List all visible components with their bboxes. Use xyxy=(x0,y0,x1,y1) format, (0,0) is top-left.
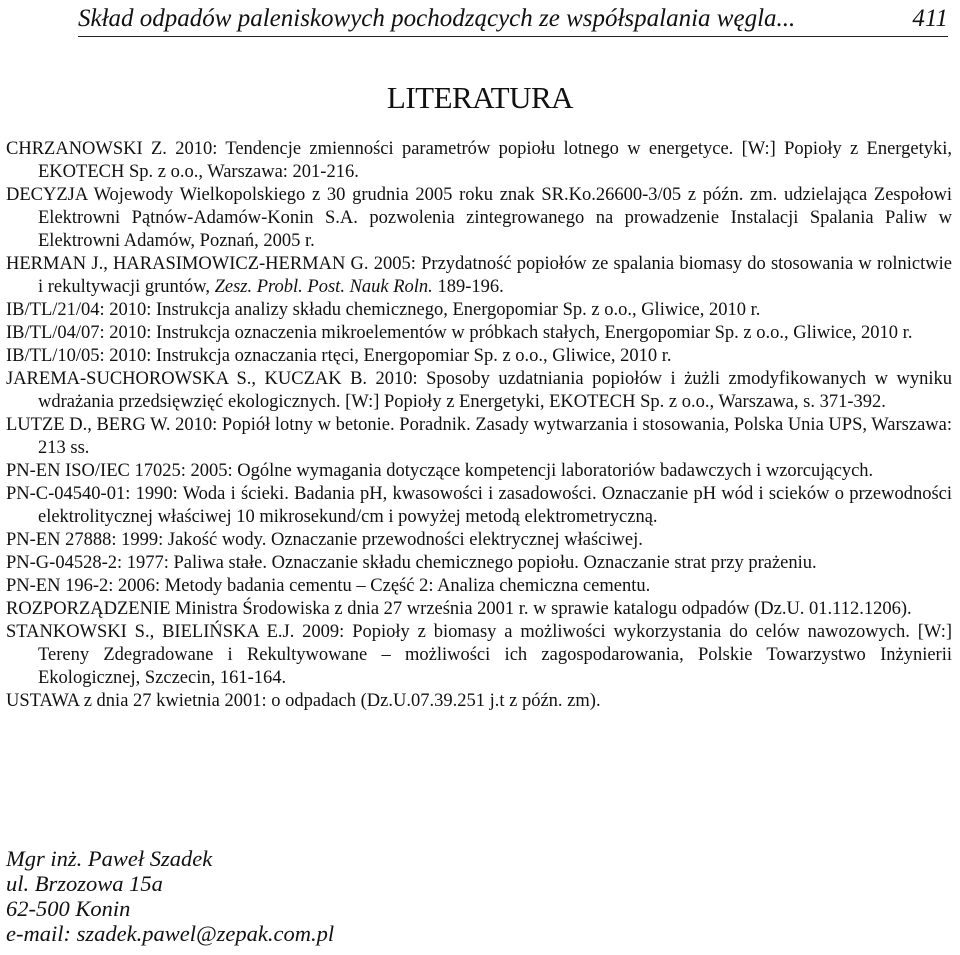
running-title: Skład odpadów paleniskowych pochodzących ze współspalania węgla... xyxy=(78,5,796,32)
section-heading xyxy=(0,80,960,116)
reference-item xyxy=(6,483,952,529)
reference-text: PN-G-04528-2: 1977: Paliwa stałe. Oznaczanie składu chemicznego popiołu. Oznaczanie strat przy prażeniu. xyxy=(6,553,817,573)
reference-item xyxy=(6,368,952,414)
reference-item xyxy=(6,322,952,345)
reference-item xyxy=(6,552,952,575)
reference-text: PN-C-04540-01: 1990: Woda i ścieki. Badania pH, kwasowości i zasadowości. Oznaczanie pH wód i scieków o przewodności elektrolitycznej właściwej 10 mikrosekund/cm i powyżej metodą elektrometryczną. xyxy=(6,484,952,527)
running-header xyxy=(78,2,948,37)
reference-text: IB/TL/21/04: 2010: Instrukcja analizy składu chemicznego, Energopomiar Sp. z o.o., Gliwice, 2010 r. xyxy=(6,300,761,320)
reference-item xyxy=(6,299,952,322)
reference-item xyxy=(6,253,952,299)
reference-text: ROZPORZĄDZENIE Ministra Środowiska z dnia 27 września 2001 r. w sprawie katalogu odpadów (Dz.U. 01.112.1206). xyxy=(6,599,912,619)
reference-text: PN-EN 27888: 1999: Jakość wody. Oznaczanie przewodności elektrycznej właściwej. xyxy=(6,530,643,550)
author-name: Mgr inż. Paweł Szadek xyxy=(6,846,213,871)
reference-item xyxy=(6,690,952,713)
reference-text: PN-EN 196-2: 2006: Metody badania cementu – Część 2: Analiza chemiczna cementu. xyxy=(6,576,651,596)
reference-text: USTAWA z dnia 27 kwietnia 2001: o odpadach (Dz.U.07.39.251 j.t z późn. zm). xyxy=(6,691,601,711)
reference-journal: Zesz. Probl. Post. Nauk Roln. xyxy=(214,277,433,297)
reference-item xyxy=(6,184,952,253)
reference-text: DECYZJA Wojewody Wielkopolskiego z 30 grudnia 2005 roku znak SR.Ko.26600-3/05 z późn. zm. udzielająca Zespołowi Elektrowni Pątnów-Adamów-Konin S.A. pozwolenia zintegrowanego na prowadzenie Instalacji Spalania Paliw w Elektrowni Adamów, Poznań, 2005 r. xyxy=(6,185,952,251)
author-city: 62-500 Konin xyxy=(6,896,131,921)
author-address xyxy=(6,846,334,946)
reference-text: IB/TL/10/05: 2010: Instrukcja oznaczania rtęci, Energopomiar Sp. z o.o., Gliwice, 2010 r. xyxy=(6,346,672,366)
reference-text: CHRZANOWSKI Z. 2010: Tendencje zmienności parametrów popiołu lotnego w energetyce. [W:] Popioły z Energetyki, EKOTECH Sp. z o.o., Warszawa: 201-216. xyxy=(6,139,952,182)
reference-text: JAREMA-SUCHOROWSKA S., KUCZAK B. 2010: Sposoby uzdatniania popiołów i żużli zmodyfikowanych w wyniku wdrażania przedsięwzięć ekologicznych. [W:] Popioły z Energetyki, EKOTECH Sp. z o.o., Warszawa, s. 371-392. xyxy=(6,369,952,412)
reference-text: HERMAN J., HARASIMOWICZ-HERMAN G. 2005: Przydatność popiołów ze spalania biomasy do stosowania w rolnictwie i rekultywacji gruntów, xyxy=(6,254,952,297)
reference-text: IB/TL/04/07: 2010: Instrukcja oznaczenia mikroelementów w próbkach stałych, Energopomiar Sp. z o.o., Gliwice, 2010 r. xyxy=(6,323,913,343)
reference-text: PN-EN ISO/IEC 17025: 2005: Ogólne wymagania dotyczące kompetencji laboratoriów badawczych i wzorcujących. xyxy=(6,461,874,481)
reference-item xyxy=(6,345,952,368)
section-title: LITERATURA xyxy=(386,80,574,115)
reference-list xyxy=(6,138,952,713)
reference-item xyxy=(6,414,952,460)
reference-text: LUTZE D., BERG W. 2010: Popiół lotny w betonie. Poradnik. Zasady wytwarzania i stosowania, Polska Unia UPS, Warszawa: 213 ss. xyxy=(6,415,952,458)
reference-item xyxy=(6,575,952,598)
reference-item xyxy=(6,460,952,483)
author-street: ul. Brzozowa 15a xyxy=(6,871,163,896)
reference-item xyxy=(6,621,952,690)
reference-text: STANKOWSKI S., BIELIŃSKA E.J. 2009: Popioły z biomasy a możliwości wykorzystania do celów nawozowych. [W:] Tereny Zdegradowane i Rekultywowane – możliwości ich zagospodarowania, Polskie Towarzystwo Inżynierii Ekologicznej, Szczecin, 161-164. xyxy=(6,622,952,688)
reference-item xyxy=(6,529,952,552)
author-email: e-mail: szadek.pawel@zepak.com.pl xyxy=(6,921,335,946)
reference-pages: 189-196. xyxy=(432,277,504,297)
reference-item xyxy=(6,138,952,184)
page-number: 411 xyxy=(912,5,948,32)
reference-item xyxy=(6,598,952,621)
